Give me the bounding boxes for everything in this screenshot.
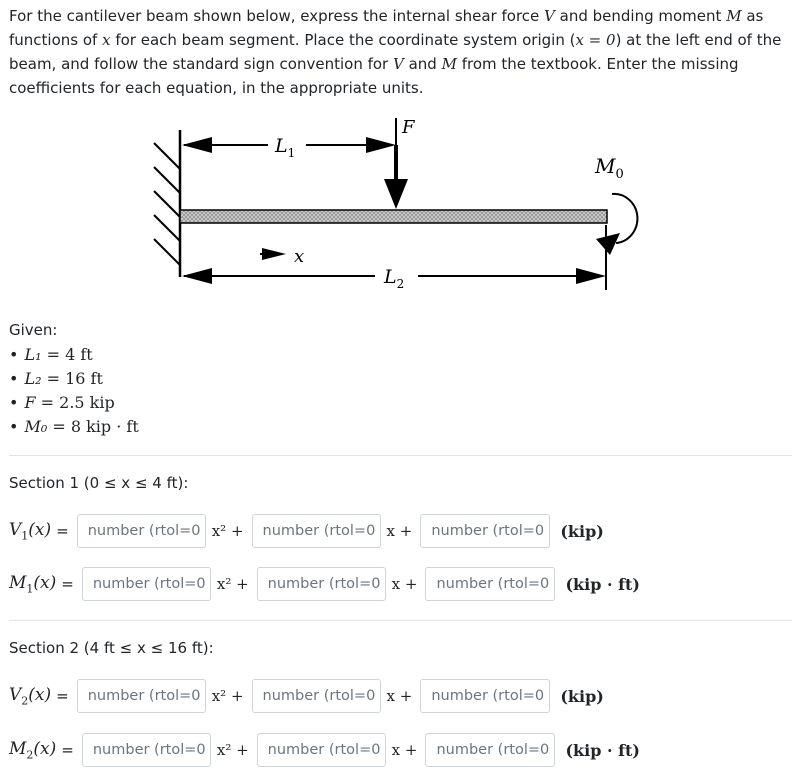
beam: [180, 210, 607, 223]
coefficient-input-x2[interactable]: number (rtol=0: [77, 514, 206, 548]
beam-diagram: [140, 115, 650, 300]
equation-row-V1: $V_1(x)$ = number (rtol=0 x² + number (rtol=0 x + number (rtol=0 (kip): [9, 514, 604, 548]
dimension-L1: [182, 135, 396, 160]
svg-text:L1: $L_1$: [275, 135, 296, 160]
svg-text:F: F: [402, 117, 415, 138]
equation-row-M1: $M_1(x)$ = number (rtol=0 x² + number (rtol=0 x + number (rtol=0 (kip · ft): [9, 567, 640, 601]
problem-statement: For the cantilever beam shown below, express the internal shear force V and bending moment M as functions of x for each beam segment. Place the coordinate system origin (x = 0) at the left end of the beam, and follow the standard sign convention for V and M from the textbook. Enter the missing coefficients for each equation, in the appropriate units.: [9, 7, 782, 97]
x-axis-arrow: [260, 246, 304, 267]
svg-text:L2: $L_2$: [384, 266, 405, 291]
moment-M0: [594, 154, 637, 255]
coefficient-input-x2[interactable]: number (rtol=0: [82, 733, 211, 767]
coefficient-input-const[interactable]: number (rtol=0: [420, 679, 550, 713]
given-list: [9, 345, 139, 441]
equation-label: $M_1(x)$: [9, 572, 57, 596]
svg-text:M0: $M_0$: [595, 154, 624, 182]
given-label: Given:: [9, 321, 58, 339]
force-arrow-F: [384, 117, 416, 209]
equation-row-M2: $M_2(x)$ = number (rtol=0 x² + number (rtol=0 x + number (rtol=0 (kip · ft): [9, 733, 640, 767]
coefficient-input-x2[interactable]: number (rtol=0: [77, 679, 206, 713]
coefficient-input-x2[interactable]: number (rtol=0: [82, 567, 211, 601]
unit-label: (kip · ft): [565, 740, 640, 760]
coefficient-input-x[interactable]: number (rtol=0: [257, 567, 386, 601]
given-item-L1: • L₁ = 4 ft: [9, 345, 93, 364]
unit-label: (kip): [560, 521, 604, 541]
coefficient-input-x[interactable]: number (rtol=0: [257, 733, 386, 767]
svg-text:x: x: [294, 246, 305, 267]
wall-support: [154, 130, 180, 277]
unit-label: (kip · ft): [565, 574, 640, 594]
equation-label: $M_2(x)$: [9, 738, 57, 762]
coefficient-input-const[interactable]: number (rtol=0: [425, 567, 555, 601]
divider: [9, 455, 792, 456]
coefficient-input-x[interactable]: number (rtol=0: [252, 514, 381, 548]
given-item-M0: • M₀ = 8 kip · ft: [9, 417, 139, 436]
section-2-title: Section 2 (4 ft ≤ x ≤ 16 ft):: [9, 639, 214, 657]
divider: [9, 620, 792, 621]
coefficient-input-const[interactable]: number (rtol=0: [425, 733, 555, 767]
given-item-L2: • L₂ = 16 ft: [9, 369, 103, 388]
coefficient-input-const[interactable]: number (rtol=0: [420, 514, 550, 548]
dimension-L2: [182, 225, 606, 291]
equation-label: $V_1(x)$: [9, 519, 52, 543]
coefficient-input-x[interactable]: number (rtol=0: [252, 679, 381, 713]
given-item-F: • F = 2.5 kip: [9, 393, 115, 412]
equation-label: $V_2(x)$: [9, 684, 52, 708]
unit-label: (kip): [560, 686, 604, 706]
section-1-title: Section 1 (0 ≤ x ≤ 4 ft):: [9, 474, 189, 492]
equation-row-V2: $V_2(x)$ = number (rtol=0 x² + number (rtol=0 x + number (rtol=0 (kip): [9, 679, 604, 713]
